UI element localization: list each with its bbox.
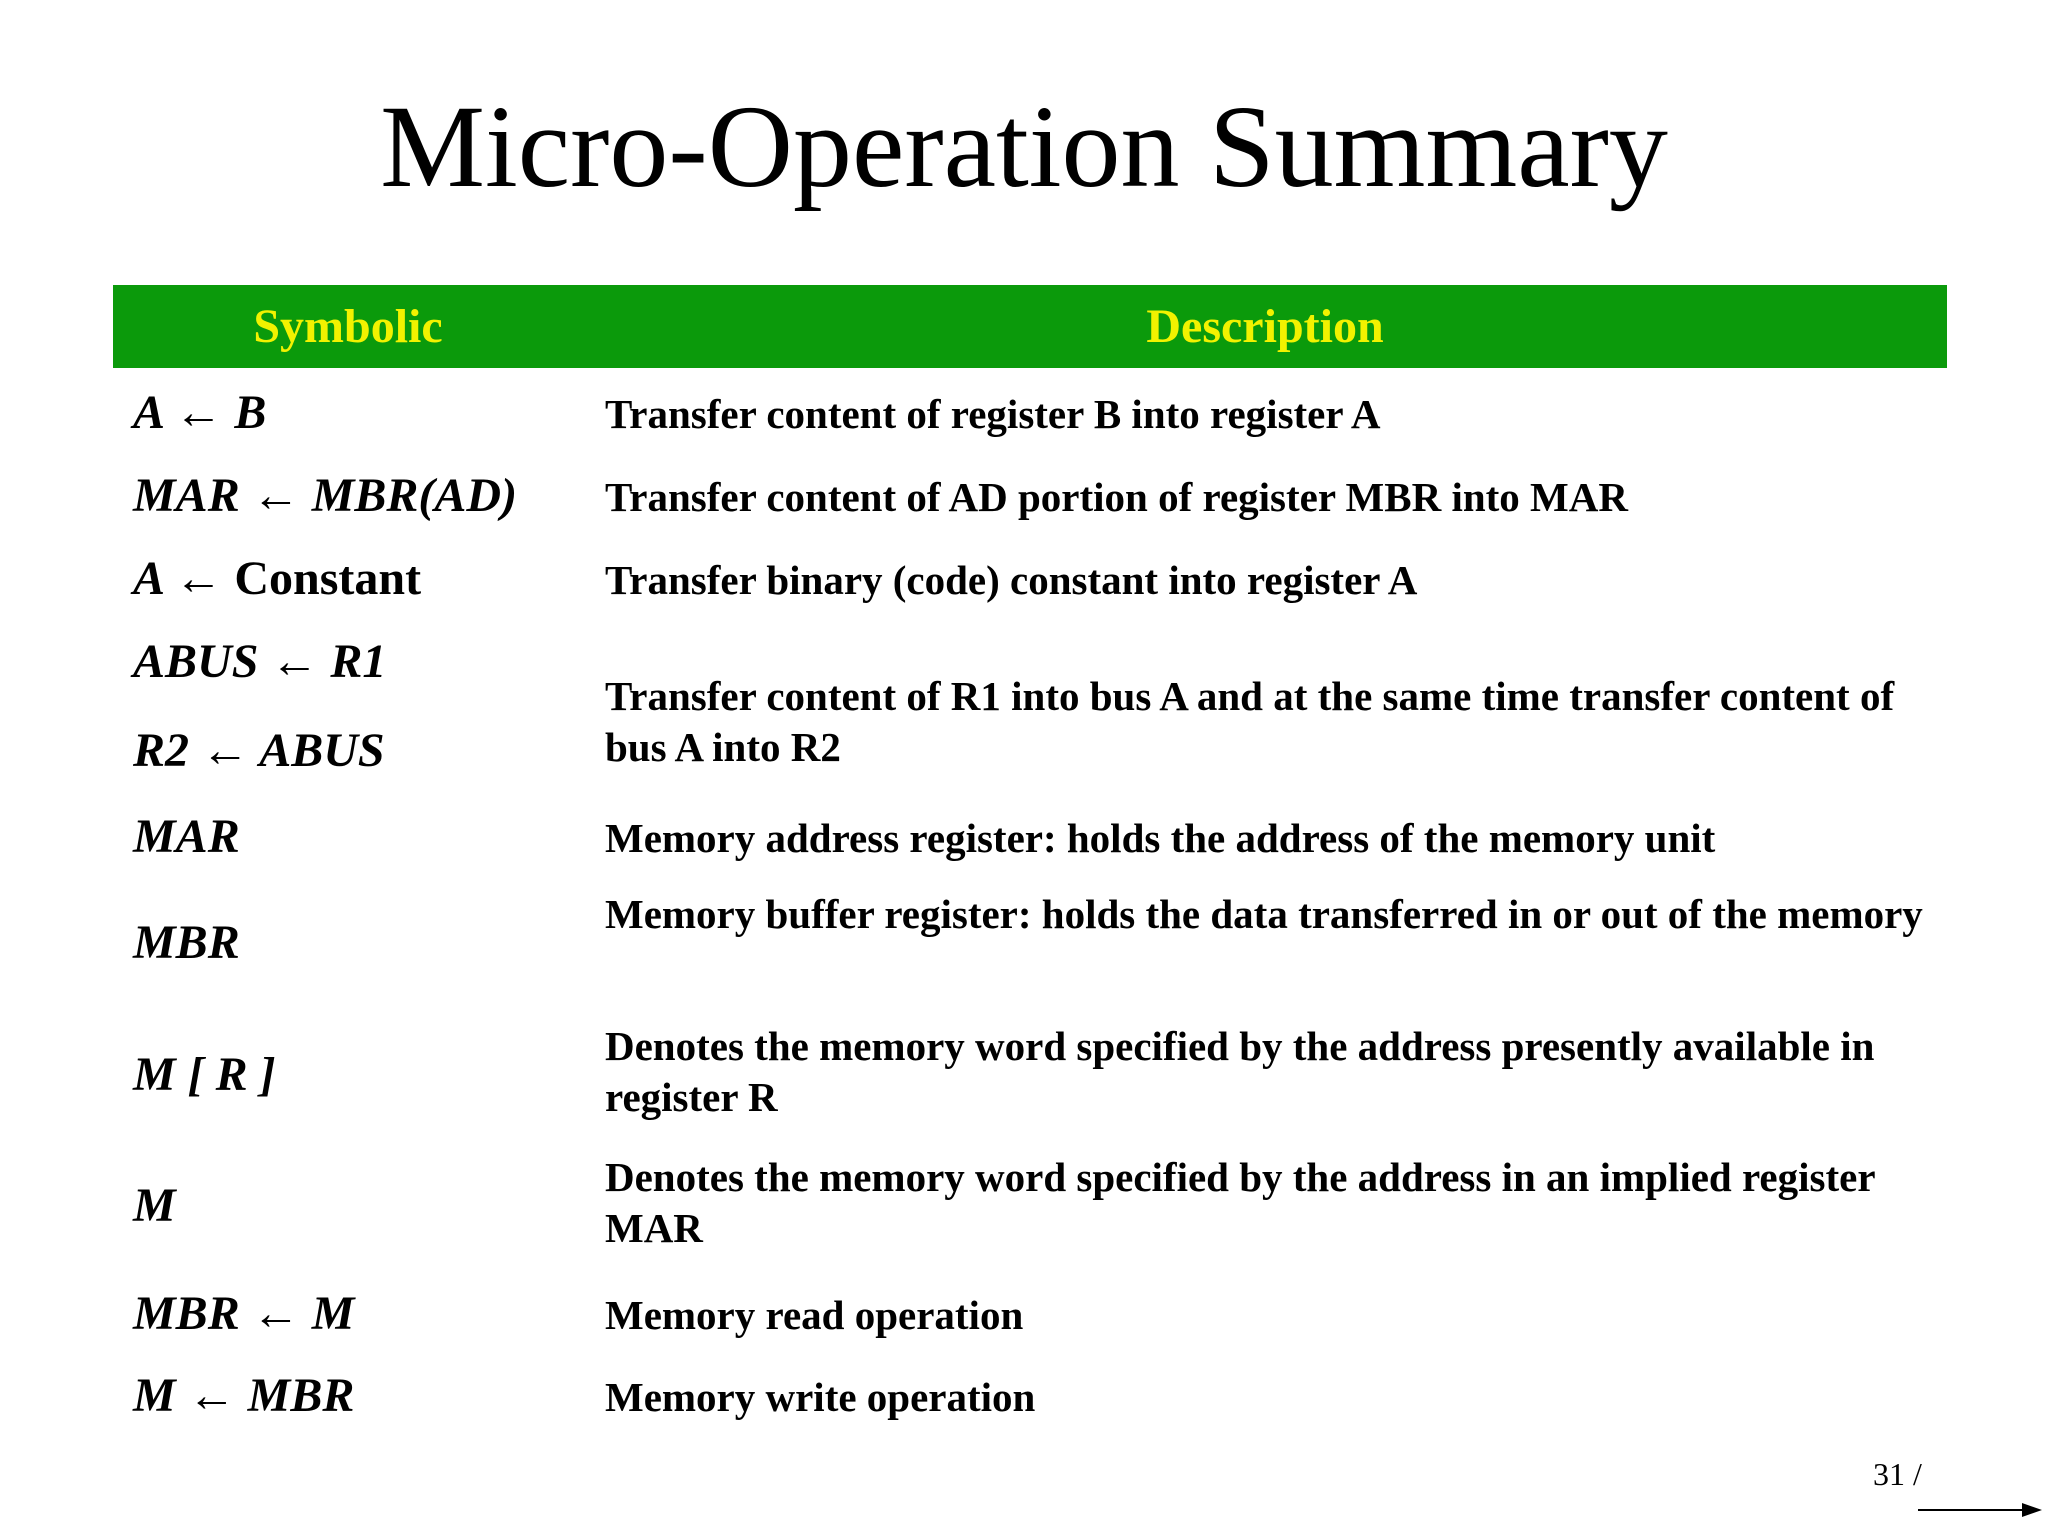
symbolic-cell: M [ R ] bbox=[133, 1048, 276, 1101]
symbolic-cell: M bbox=[133, 1179, 176, 1232]
description-cell: Transfer content of AD portion of register MBR into MAR bbox=[605, 474, 1628, 520]
symbolic-cell: A ← B bbox=[133, 386, 267, 439]
description-cell: Memory buffer register: holds the data transferred in or out of the memory bbox=[605, 891, 1923, 937]
description-cell: Transfer binary (code) constant into register A bbox=[605, 557, 1418, 603]
description-cell: Transfer content of register B into register A bbox=[605, 391, 1381, 437]
page-number: 31 / bbox=[1873, 1456, 1922, 1492]
slide-title: Micro-Operation Summary bbox=[380, 81, 1668, 212]
symbolic-cell: MBR bbox=[133, 916, 240, 969]
header-symbolic: Symbolic bbox=[253, 300, 443, 353]
header-description: Description bbox=[1146, 300, 1384, 353]
symbolic-cell: R2 ← ABUS bbox=[133, 724, 385, 777]
table-header bbox=[113, 285, 1947, 368]
description-cell: Denotes the memory word specified by the address presently available in register R bbox=[605, 1023, 1875, 1120]
description-cell: Memory read operation bbox=[605, 1292, 1024, 1338]
micro-operation-table bbox=[113, 285, 1947, 1422]
symbolic-cell: MAR bbox=[133, 810, 240, 863]
description-cell: Transfer content of R1 into bus A and at the same time transfer content of bus A into R2 bbox=[605, 673, 1895, 770]
symbolic-rhs: Constant bbox=[234, 552, 422, 605]
symbolic-cell: M ← MBR bbox=[133, 1369, 355, 1422]
symbolic-cell bbox=[133, 551, 421, 606]
symbolic-cell: MAR ← MBR(AD) bbox=[133, 469, 518, 522]
description-cell: Memory write operation bbox=[605, 1374, 1036, 1420]
symbolic-cell: MBR ← M bbox=[133, 1287, 355, 1340]
description-cell: Memory address register: holds the address of the memory unit bbox=[605, 815, 1716, 861]
right-arrow-icon[interactable] bbox=[1918, 1500, 2043, 1525]
symbolic-lhs: A ← bbox=[133, 552, 235, 605]
symbolic-cell: ABUS ← R1 bbox=[133, 635, 387, 688]
description-cell: Denotes the memory word specified by the address in an implied register MAR bbox=[605, 1154, 1875, 1251]
